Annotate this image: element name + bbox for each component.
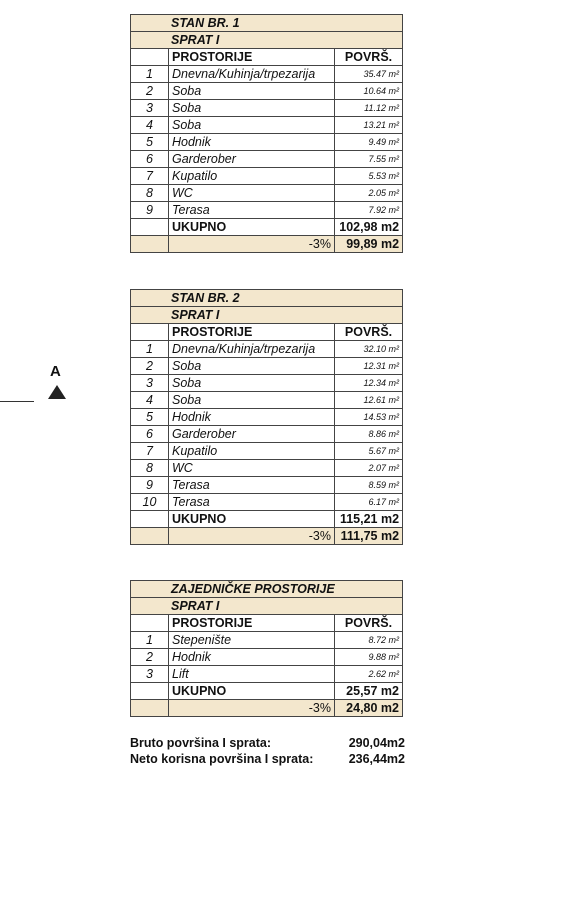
summary-row-gross (130, 735, 405, 751)
room-name: Lift (169, 666, 335, 683)
row-number: 7 (131, 443, 169, 460)
table-row (131, 666, 403, 683)
row-number: 8 (131, 460, 169, 477)
table-row (131, 358, 403, 375)
section-marker-letter: A (50, 363, 61, 380)
room-name: Soba (169, 392, 335, 409)
area-table-3 (130, 580, 403, 717)
total-value: 115,21 m2 (335, 511, 403, 528)
room-area: 8.59 m² (335, 477, 403, 494)
reduced-row (131, 236, 403, 253)
row-number: 3 (131, 666, 169, 683)
reduced-total-value: 99,89 m2 (335, 236, 403, 253)
row-number: 8 (131, 185, 169, 202)
room-area: 35.47 m² (335, 66, 403, 83)
room-name: Hodnik (169, 649, 335, 666)
summary-gross-value: 290,04m2 (348, 736, 405, 750)
table-row (131, 341, 403, 358)
row-number: 6 (131, 151, 169, 168)
total-row (131, 683, 403, 700)
room-area: 14.53 m² (335, 409, 403, 426)
room-area: 5.67 m² (335, 443, 403, 460)
table-row (131, 185, 403, 202)
section-marker-a (0, 363, 70, 403)
row-number: 3 (131, 375, 169, 392)
room-area: 32.10 m² (335, 341, 403, 358)
floor-label: SPRAT I (131, 307, 403, 324)
room-name: Dnevna/Kuhinja/trpezarija (169, 341, 335, 358)
room-area: 2.62 m² (335, 666, 403, 683)
room-name: Soba (169, 117, 335, 134)
total-row (131, 511, 403, 528)
row-number: 3 (131, 100, 169, 117)
row-number: 7 (131, 168, 169, 185)
table-row (131, 426, 403, 443)
table-title: STAN BR. 2 (131, 290, 403, 307)
table-row (131, 151, 403, 168)
room-area: 11.12 m² (335, 100, 403, 117)
room-name: Hodnik (169, 409, 335, 426)
room-area: 6.17 m² (335, 494, 403, 511)
room-area: 12.34 m² (335, 375, 403, 392)
reduction-percent: -3% (169, 528, 335, 545)
room-name: Garderober (169, 426, 335, 443)
floor-label: SPRAT I (131, 598, 403, 615)
room-name: Soba (169, 375, 335, 392)
table-row (131, 83, 403, 100)
room-area: 7.55 m² (335, 151, 403, 168)
table-title: STAN BR. 1 (131, 15, 403, 32)
table-row (131, 443, 403, 460)
reduced-total-value: 24,80 m2 (335, 700, 403, 717)
room-area: 8.72 m² (335, 632, 403, 649)
room-area: 12.31 m² (335, 358, 403, 375)
floor-label: SPRAT I (131, 32, 403, 49)
reduced-row (131, 528, 403, 545)
room-name: Soba (169, 358, 335, 375)
row-number: 2 (131, 83, 169, 100)
table-row (131, 477, 403, 494)
table-row (131, 375, 403, 392)
room-area: 9.88 m² (335, 649, 403, 666)
room-name: Dnevna/Kuhinja/trpezarija (169, 66, 335, 83)
table-row (131, 409, 403, 426)
room-name: Terasa (169, 202, 335, 219)
room-name: Kupatilo (169, 168, 335, 185)
section-line (0, 401, 34, 402)
column-header-room: PROSTORIJE (169, 49, 335, 66)
room-area: 2.05 m² (335, 185, 403, 202)
table-row (131, 117, 403, 134)
room-area: 2.07 m² (335, 460, 403, 477)
column-header-area: POVRŠ. (335, 49, 403, 66)
floor-summary (130, 735, 405, 767)
reduction-percent: -3% (169, 700, 335, 717)
room-name: WC (169, 185, 335, 202)
column-header-area: POVRŠ. (335, 324, 403, 341)
total-label: UKUPNO (169, 683, 335, 700)
summary-net-label: Neto korisna površina I sprata: (130, 752, 314, 766)
table-title: ZAJEDNIČKE PROSTORIJE (131, 581, 403, 598)
room-name: Soba (169, 83, 335, 100)
total-label: UKUPNO (169, 511, 335, 528)
reduction-percent: -3% (169, 236, 335, 253)
column-header-number (131, 49, 169, 66)
row-number: 9 (131, 202, 169, 219)
room-name: Kupatilo (169, 443, 335, 460)
table-row (131, 100, 403, 117)
column-header-room: PROSTORIJE (169, 615, 335, 632)
table-row (131, 460, 403, 477)
row-number: 10 (131, 494, 169, 511)
room-name: Hodnik (169, 134, 335, 151)
row-number: 1 (131, 341, 169, 358)
table-row (131, 392, 403, 409)
table-row (131, 202, 403, 219)
room-area: 7.92 m² (335, 202, 403, 219)
column-header-room: PROSTORIJE (169, 324, 335, 341)
total-value: 102,98 m2 (335, 219, 403, 236)
reduced-row (131, 700, 403, 717)
table-row (131, 494, 403, 511)
room-name: WC (169, 460, 335, 477)
total-value: 25,57 m2 (335, 683, 403, 700)
room-name: Terasa (169, 494, 335, 511)
row-number: 4 (131, 392, 169, 409)
room-area: 13.21 m² (335, 117, 403, 134)
row-number: 2 (131, 358, 169, 375)
room-area: 12.61 m² (335, 392, 403, 409)
row-number: 5 (131, 134, 169, 151)
table-row (131, 134, 403, 151)
summary-gross-label: Bruto površina I sprata: (130, 736, 271, 750)
column-header-area: POVRŠ. (335, 615, 403, 632)
room-name: Terasa (169, 477, 335, 494)
row-number: 9 (131, 477, 169, 494)
table-row (131, 168, 403, 185)
column-header-number (131, 615, 169, 632)
room-area: 5.53 m² (335, 168, 403, 185)
room-name: Soba (169, 100, 335, 117)
column-header-number (131, 324, 169, 341)
area-table-1 (130, 14, 403, 253)
row-number: 6 (131, 426, 169, 443)
table-row (131, 66, 403, 83)
row-number: 1 (131, 66, 169, 83)
table-row (131, 632, 403, 649)
table-row (131, 649, 403, 666)
area-table-2 (130, 289, 403, 545)
row-number: 5 (131, 409, 169, 426)
row-number: 1 (131, 632, 169, 649)
summary-row-net (130, 751, 405, 767)
row-number: 2 (131, 649, 169, 666)
section-arrow-icon (48, 385, 66, 399)
room-name: Stepenište (169, 632, 335, 649)
summary-net-value: 236,44m2 (348, 752, 405, 766)
room-name: Garderober (169, 151, 335, 168)
total-label: UKUPNO (169, 219, 335, 236)
room-area: 9.49 m² (335, 134, 403, 151)
row-number: 4 (131, 117, 169, 134)
room-area: 10.64 m² (335, 83, 403, 100)
total-row (131, 219, 403, 236)
reduced-total-value: 111,75 m2 (335, 528, 403, 545)
room-area: 8.86 m² (335, 426, 403, 443)
